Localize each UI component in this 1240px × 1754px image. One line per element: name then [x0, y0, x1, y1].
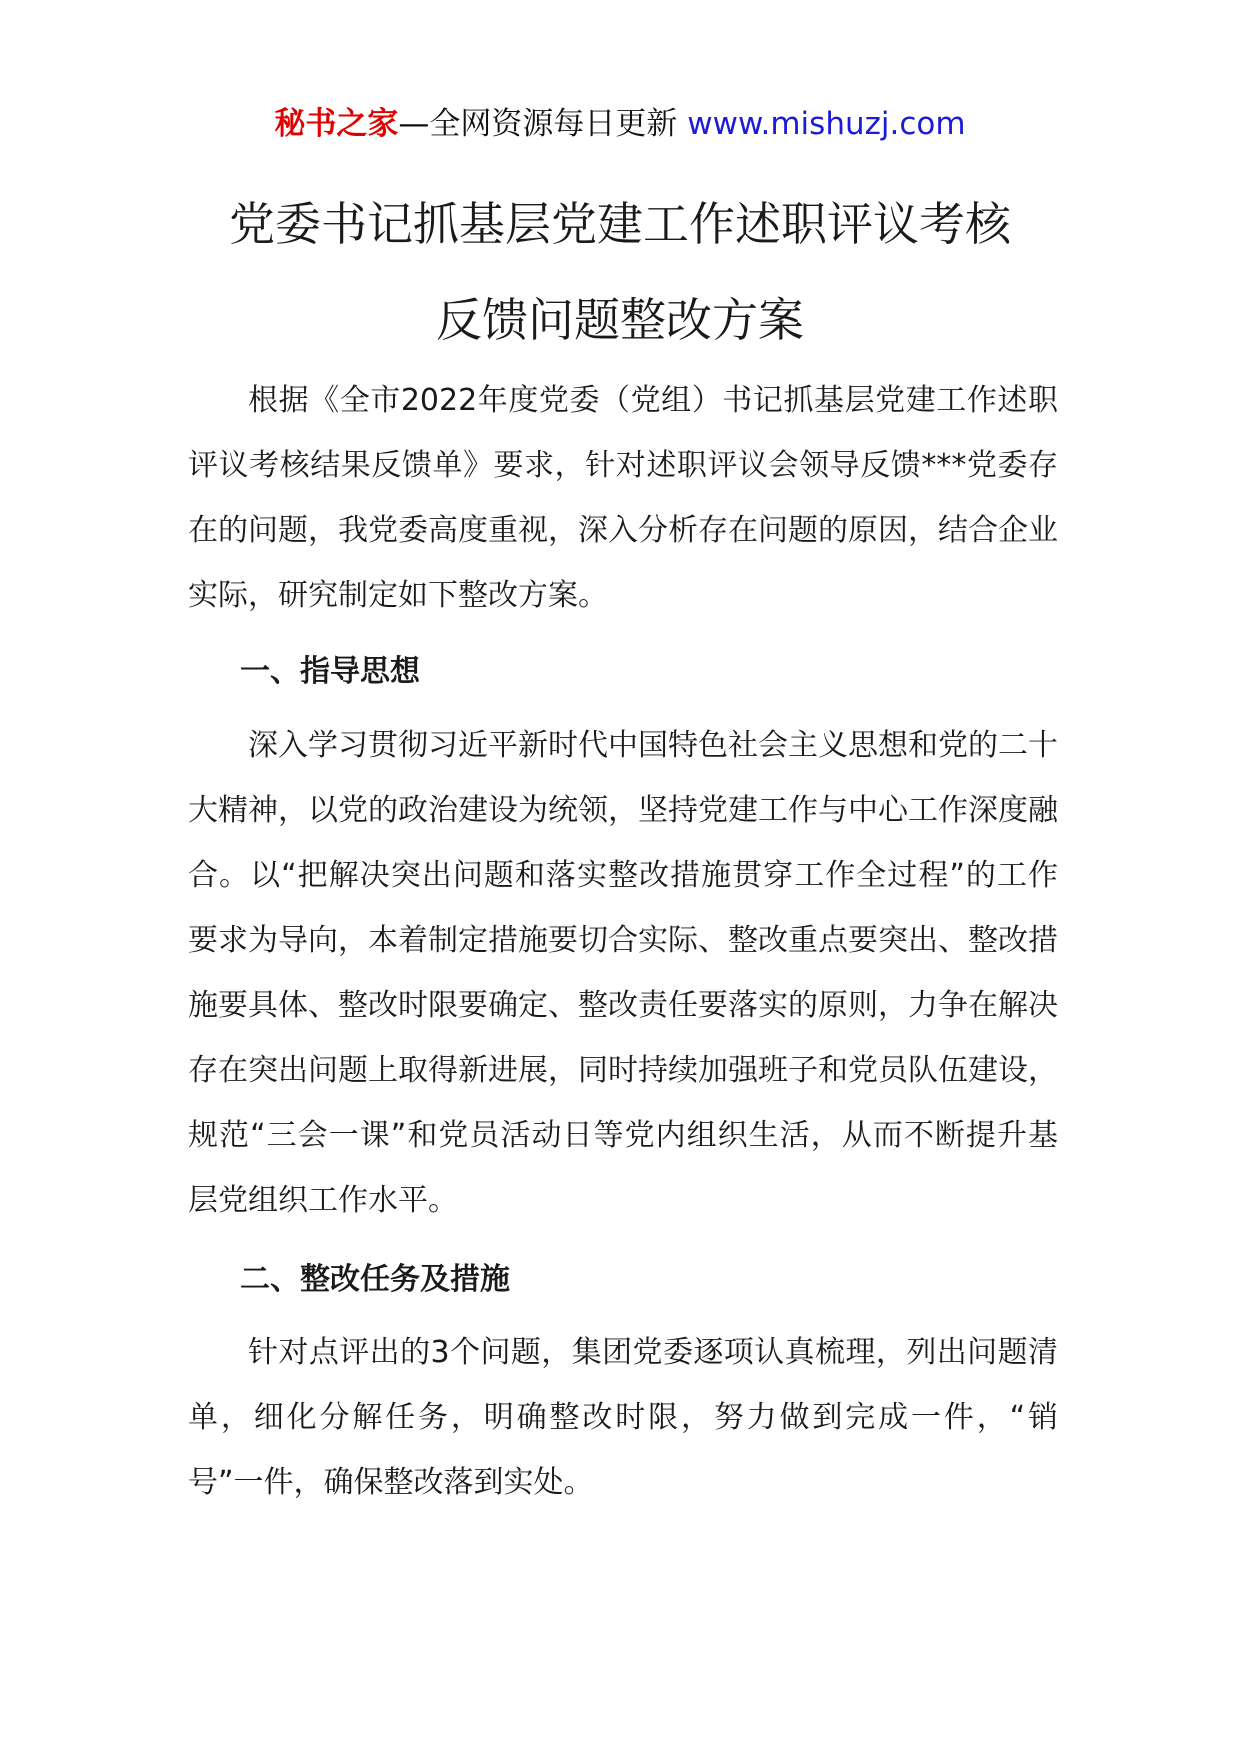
site-banner	[0, 104, 1240, 144]
document-title-line-2: 反馈问题整改方案	[436, 293, 804, 347]
intro-paragraph: 根据《全市2022年度党委（党组）书记抓基层党建工作述职评议考核结果反馈单》要求，针对述职评议会领导反馈***党委存在的问题，我党委高度重视，深入分析存在问题的原因，结合企业实际，研究制定如下整改方案。	[188, 383, 1058, 613]
banner-brand: 秘书之家	[274, 106, 399, 142]
banner-url-link[interactable]: www.mishuzj.com	[687, 106, 966, 142]
banner-slogan: —全网资源每日更新	[398, 106, 678, 142]
section-1-heading: 一、指导思想	[240, 654, 420, 689]
section-1-paragraph: 深入学习贯彻习近平新时代中国特色社会主义思想和党的二十大精神，以党的政治建设为统领，坚持党建工作与中心工作深度融合。以“把解决突出问题和落实整改措施贯穿工作全过程”的工作要求为导向，本着制定措施要切合实际、整改重点要突出、整改措施要具体、整改时限要确定、整改责任要落实的原则，力争在解决存在突出问题上取得新进展，同时持续加强班子和党员队伍建设，规范“三会一课”和党员活动日等党内组织生活，从而不断提升基层党组织工作水平。	[188, 728, 1058, 1218]
section-2-paragraph: 针对点评出的3个问题，集团党委逐项认真梳理，列出问题清单，细化分解任务，明确整改时限，努力做到完成一件，“销号”一件，确保整改落到实处。	[188, 1335, 1058, 1500]
section-2-heading: 二、整改任务及措施	[240, 1262, 510, 1297]
document-title-line-1: 党委书记抓基层党建工作述职评议考核	[229, 197, 1011, 251]
